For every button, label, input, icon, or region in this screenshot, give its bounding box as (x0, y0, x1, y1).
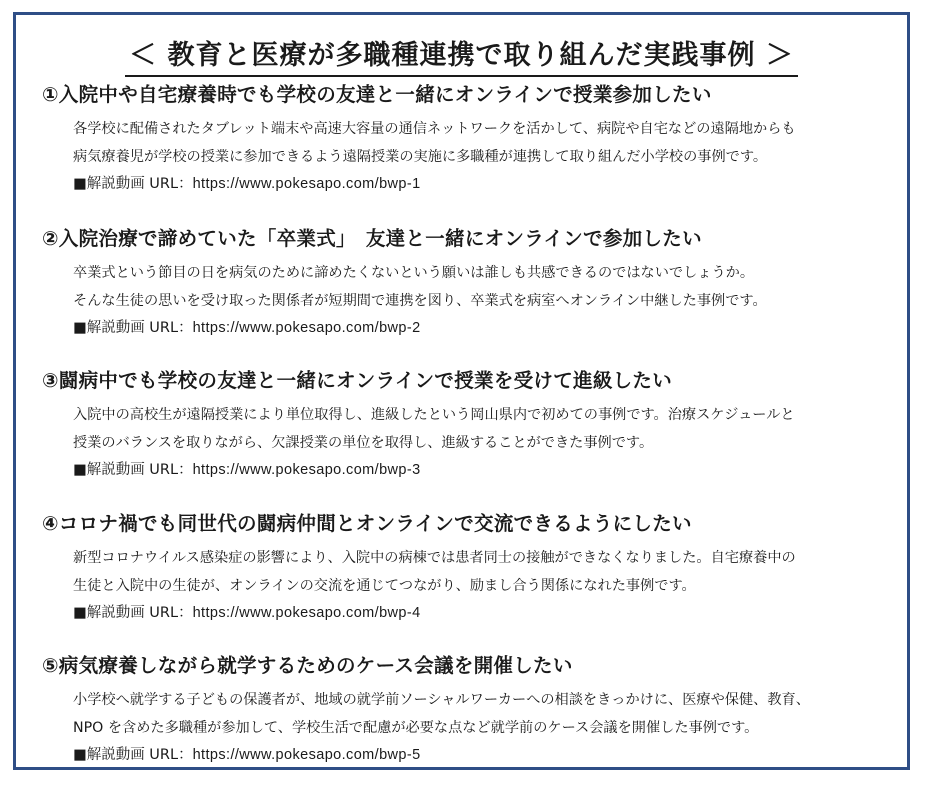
video-link[interactable] (73, 602, 902, 624)
case-1 (42, 82, 902, 195)
video-link[interactable] (73, 459, 902, 481)
video-label: ■解説動画 URL： (73, 320, 193, 336)
case-heading: ③闘病中でも学校の友達と一緒にオンラインで授業を受けて進級したい (42, 369, 673, 392)
description-line: 生徒と入院中の生徒が、オンラインの交流を通じてつながり、励まし合う関係になれた事例です。 (73, 578, 696, 594)
description-line: 新型コロナウイルス感染症の影響により、入院中の病棟では患者同士の接触ができなくなりました。自宅療養中の (73, 550, 796, 566)
case-description (73, 115, 902, 171)
case-heading: ⑤病気療養しながら就学するためのケース会議を開催したい (42, 654, 573, 677)
case-description (73, 544, 902, 600)
case-3 (42, 368, 902, 481)
case-description (73, 401, 902, 457)
video-label: ■解説動画 URL： (73, 462, 193, 478)
description-line: 授業のバランスを取りながら、欠課授業の単位を取得し、進級することができた事例です。 (73, 435, 654, 451)
content-frame (13, 12, 910, 770)
video-url[interactable]: https://www.pokesapo.com/bwp-3 (192, 462, 421, 478)
description-line: 各学校に配備されたタブレット端末や高速大容量の通信ネットワークを活かして、病院や自宅などの遠隔地からも (73, 121, 796, 137)
case-description (73, 686, 902, 742)
video-link[interactable] (73, 173, 902, 195)
description-line: 入院中の高校生が遠隔授業により単位取得し、進級したという岡山県内で初めての事例です。治療スケジュールと (73, 407, 795, 423)
video-label: ■解説動画 URL： (73, 176, 193, 192)
video-url[interactable]: https://www.pokesapo.com/bwp-5 (192, 747, 421, 763)
description-line: 病気療養児が学校の授業に参加できるよう遠隔授業の実施に多職種が連携して取り組んだ小学校の事例です。 (73, 149, 768, 165)
case-4 (42, 511, 902, 624)
case-5 (42, 653, 902, 766)
case-heading: ②入院治療で諦めていた「卒業式」 友達と一緒にオンラインで参加したい (42, 227, 702, 250)
description-line: 小学校へ就学する子どもの保護者が、地域の就学前ソーシャルワーカーへの相談をきっかけに、医療や保健、教育、 (73, 692, 810, 708)
video-url[interactable]: https://www.pokesapo.com/bwp-4 (192, 605, 421, 621)
video-link[interactable] (73, 317, 902, 339)
video-url[interactable]: https://www.pokesapo.com/bwp-2 (192, 320, 421, 336)
case-heading: ④コロナ禍でも同世代の闘病仲間とオンラインで交流できるようにしたい (42, 512, 692, 535)
description-line: NPO を含めた多職種が参加して、学校生活で配慮が必要な点など就学前のケース会議を開催した事例です。 (73, 720, 759, 736)
video-url[interactable]: https://www.pokesapo.com/bwp-1 (192, 176, 421, 192)
video-label: ■解説動画 URL： (73, 747, 193, 763)
page-title: ＜ 教育と医療が多職種連携で取り組んだ実践事例 ＞ (125, 33, 798, 77)
case-heading: ①入院中や自宅療養時でも学校の友達と一緒にオンラインで授業参加したい (42, 83, 712, 106)
description-line: そんな生徒の思いを受け取った関係者が短期間で連携を図り、卒業式を病室へオンライン中継した事例です。 (73, 293, 767, 309)
case-description (73, 259, 902, 315)
description-line: 卒業式という節目の日を病気のために諦めたくないという願いは誰しも共感できるのではないでしょうか。 (73, 265, 755, 281)
title-wrap (16, 33, 907, 77)
case-2 (42, 226, 902, 339)
video-link[interactable] (73, 744, 902, 766)
video-label: ■解説動画 URL： (73, 605, 193, 621)
